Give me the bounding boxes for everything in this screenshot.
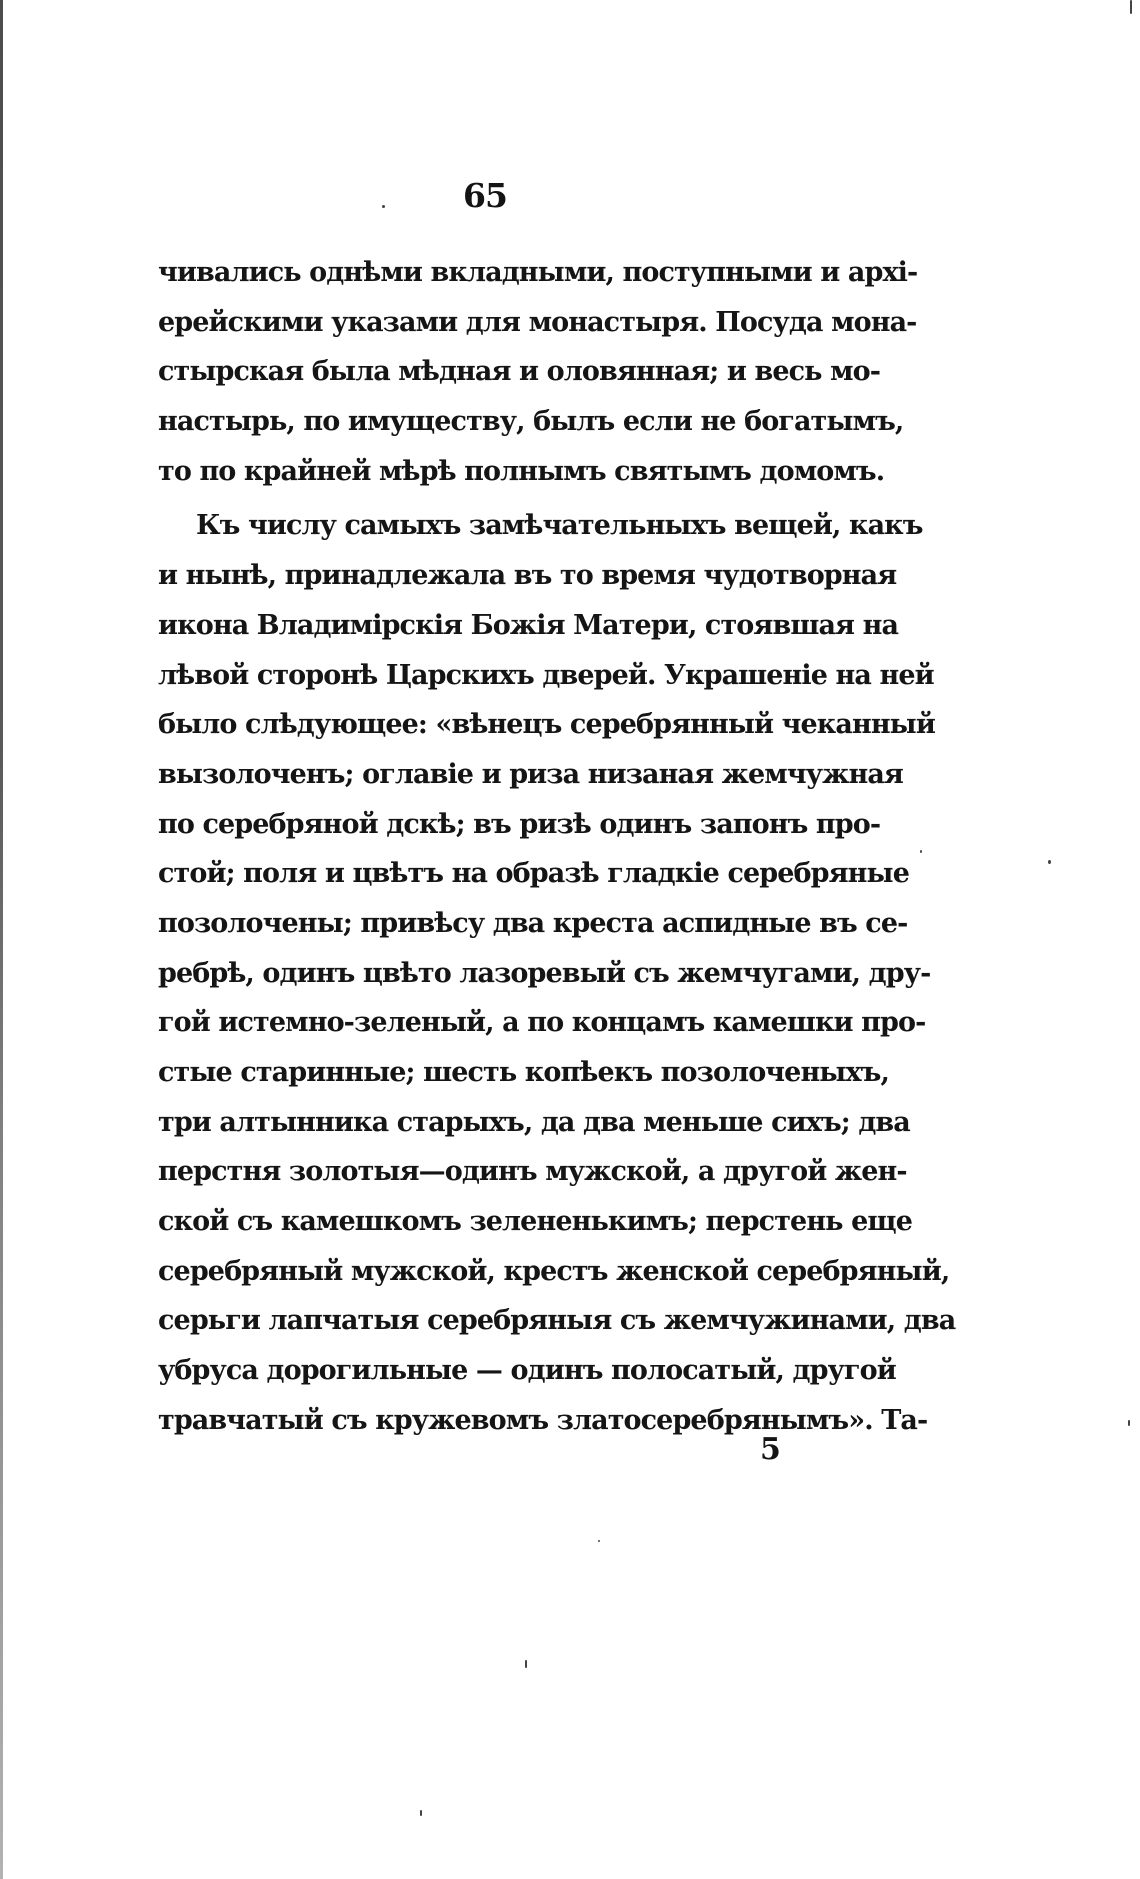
text-line: серьги лапчатыя серебряныя съ жемчужинами, два [158,1305,956,1337]
text-line: стые старинные; шесть копѣекъ позолоченыхъ, [158,1057,889,1088]
scan-speck [420,1810,422,1816]
text-line: гой истемно-зеленый, а по концамъ камешки про- [158,1007,926,1039]
text-line: стой; поля и цвѣтъ на образѣ гладкіе серебряные [158,858,909,890]
signature-mark: 5 [760,1432,781,1467]
text-line: позолочены; привѣсу два креста аспидные въ се- [158,907,908,939]
text-line: лѣвой сторонѣ Царскихъ дверей. Украшеніе на ней [158,659,934,691]
text-line: настырь, по имуществу, былъ если не богатымъ, [158,406,904,438]
paragraph-2 [158,501,956,1445]
paragraph-1 [158,248,918,496]
text-line: было слѣдующее: «вѣнецъ серебрянный чеканный [158,709,935,741]
text-line: убруса дорогильные — одинъ полосатый, другой [158,1355,896,1387]
scan-speck [1128,1420,1130,1426]
text-line: Къ числу самыхъ замѣчательныхъ вещей, какъ [196,510,923,542]
body-text [158,248,956,1446]
text-line: перстня золотыя—одинъ мужской, а другой жен- [158,1156,907,1188]
text-line: чивались однѣми вкладными, поступными и архі- [158,257,918,288]
scan-speck [920,850,922,853]
text-line: то по крайней мѣрѣ полнымъ святымъ домомъ. [158,455,885,487]
scan-speck [382,205,385,208]
scan-speck [1048,860,1051,864]
text-line: три алтынника старыхъ, да два меньше сихъ; два [158,1106,910,1138]
scan-speck [525,1660,527,1668]
text-line: стырская была мѣдная и оловянная; и весь мо- [158,356,881,388]
text-line: икона Владимірскія Божія Матери, стоявшая на [158,609,899,641]
text-line: травчатый съ кружевомъ златосеребрянымъ». Та- [158,1404,928,1436]
text-line: ребрѣ, одинъ цвѣто лазоревый съ жемчугами, дру- [158,957,931,989]
text-line: и нынѣ, принадлежала въ то время чудотворная [158,560,897,592]
text-line: ской съ камешкомъ зелененькимъ; перстень еще [158,1206,912,1238]
text-line: серебряный мужской, крестъ женской серебряный, [158,1255,950,1287]
text-line: вызолоченъ; оглавіе и риза низаная жемчужная [158,758,903,790]
text-line: ерейскими указами для монастыря. Посуда мона- [158,306,917,338]
text-line: по серебряной дскѣ; въ ризѣ одинъ запонъ про- [158,808,881,840]
page-edge-shadow [0,0,3,1879]
page-number: 65 [463,176,507,215]
scan-speck [1130,0,1132,14]
scan-speck [598,1540,600,1542]
